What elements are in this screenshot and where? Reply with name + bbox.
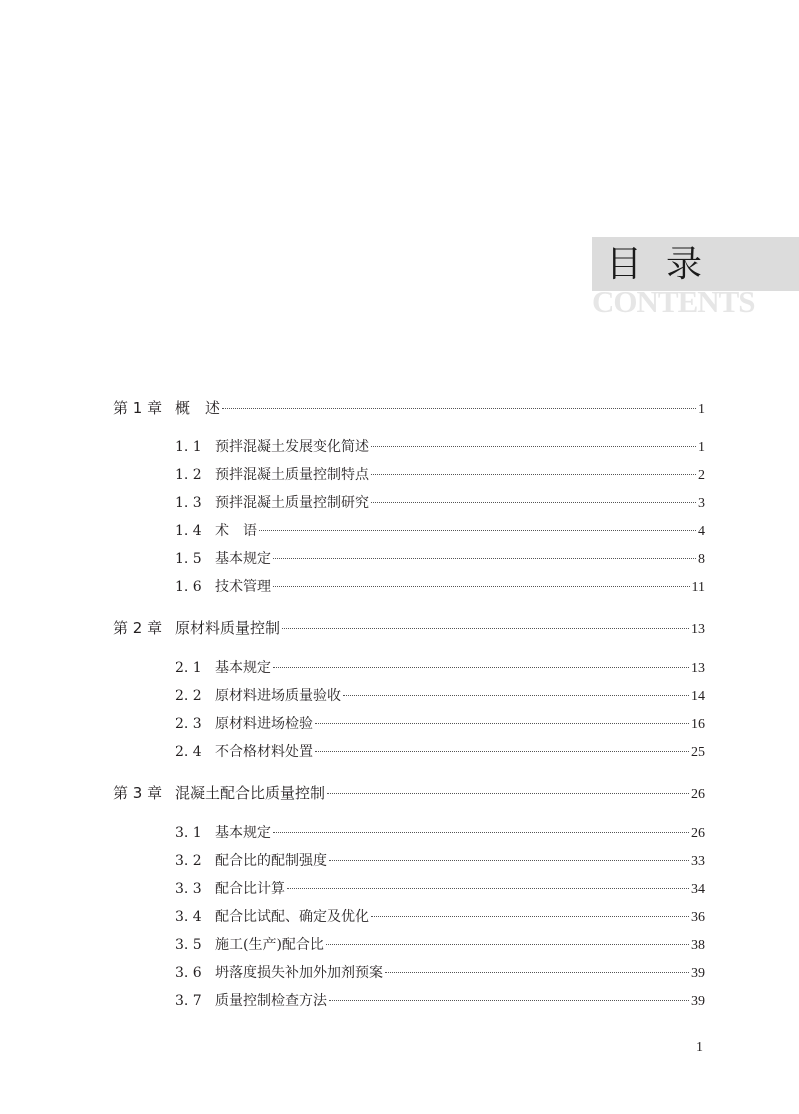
toc-entry-title: 坍落度损失补加外加剂预案 bbox=[215, 965, 383, 981]
toc-section-entry[interactable] bbox=[175, 463, 705, 487]
dot-leader bbox=[326, 943, 689, 945]
toc-entry-page: 4 bbox=[698, 524, 705, 539]
toc-section-entry[interactable] bbox=[175, 905, 705, 929]
toc-section-entry[interactable] bbox=[175, 849, 705, 873]
toc-entry-number: 1. 2 bbox=[175, 467, 202, 483]
dot-leader bbox=[329, 859, 689, 861]
toc-entry-number: 2. 1 bbox=[175, 660, 202, 676]
toc-entry-number: 2. 3 bbox=[175, 716, 202, 732]
toc-entry-page: 13 bbox=[691, 622, 705, 637]
page-subtitle: CONTENTS bbox=[592, 284, 755, 319]
toc-entry-page: 26 bbox=[691, 787, 705, 802]
toc-entry-number: 3. 6 bbox=[175, 965, 202, 981]
dot-leader bbox=[343, 694, 689, 696]
toc-entry-title: 概 述 bbox=[175, 399, 221, 417]
toc-entry-number: 3. 4 bbox=[175, 909, 202, 925]
toc-entry-number: 3. 3 bbox=[175, 881, 202, 897]
toc-entry-page: 34 bbox=[691, 882, 705, 897]
toc-section-entry[interactable] bbox=[175, 821, 705, 845]
page-title: 目录 bbox=[606, 244, 727, 285]
toc-entry-page: 1 bbox=[698, 402, 705, 417]
toc-entry-page: 13 bbox=[691, 661, 705, 676]
toc-entry-title: 技术管理 bbox=[215, 579, 271, 595]
toc-section-entry[interactable] bbox=[175, 877, 705, 901]
page-number: 1 bbox=[696, 1040, 703, 1055]
toc-chapter-entry[interactable] bbox=[113, 396, 705, 420]
toc-entry-title: 原材料进场质量验收 bbox=[215, 688, 341, 704]
toc-section-entry[interactable] bbox=[175, 961, 705, 985]
dot-leader bbox=[329, 999, 689, 1001]
toc-entry-title: 预拌混凝土质量控制研究 bbox=[215, 495, 369, 511]
toc-entry-title: 术 语 bbox=[215, 523, 257, 539]
toc-entry-title: 质量控制检查方法 bbox=[215, 993, 327, 1009]
toc-entry-page: 26 bbox=[691, 826, 705, 841]
toc-entry-number: 第 3 章 bbox=[113, 784, 163, 802]
toc-entry-page: 11 bbox=[691, 580, 705, 595]
toc-entry-page: 36 bbox=[691, 910, 705, 925]
toc-entry-title: 预拌混凝土发展变化简述 bbox=[215, 439, 369, 455]
toc-entry-number: 2. 4 bbox=[175, 744, 202, 760]
toc-entry-title: 配合比的配制强度 bbox=[215, 853, 327, 869]
toc-section-entry[interactable] bbox=[175, 435, 705, 459]
toc-section-entry[interactable] bbox=[175, 989, 705, 1013]
toc-chapter-entry[interactable] bbox=[113, 781, 705, 805]
dot-leader bbox=[371, 445, 696, 447]
toc-entry-title: 基本规定 bbox=[215, 660, 271, 676]
toc-entry-page: 14 bbox=[691, 689, 705, 704]
toc-entry-number: 3. 2 bbox=[175, 853, 202, 869]
toc-entry-title: 配合比试配、确定及优化 bbox=[215, 909, 369, 925]
dot-leader bbox=[222, 407, 696, 409]
dot-leader bbox=[282, 627, 689, 629]
toc-entry-page: 1 bbox=[698, 440, 705, 455]
dot-leader bbox=[371, 501, 696, 503]
toc-entry-title: 原材料质量控制 bbox=[175, 619, 281, 637]
toc-entry-number: 3. 1 bbox=[175, 825, 202, 841]
toc-entry-number: 1. 1 bbox=[175, 439, 202, 455]
toc-entry-page: 16 bbox=[691, 717, 705, 732]
toc-entry-title: 预拌混凝土质量控制特点 bbox=[215, 467, 369, 483]
toc-entry-page: 33 bbox=[691, 854, 705, 869]
toc-entry-title: 配合比计算 bbox=[215, 881, 285, 897]
toc-entry-title: 基本规定 bbox=[215, 551, 271, 567]
toc-entry-page: 2 bbox=[698, 468, 705, 483]
toc-section-entry[interactable] bbox=[175, 684, 705, 708]
toc-entry-number: 1. 3 bbox=[175, 495, 202, 511]
toc-entry-page: 25 bbox=[691, 745, 705, 760]
toc-section-entry[interactable] bbox=[175, 656, 705, 680]
toc-entry-number: 1. 6 bbox=[175, 579, 202, 595]
toc-entry-number: 3. 7 bbox=[175, 993, 202, 1009]
dot-leader bbox=[259, 529, 696, 531]
dot-leader bbox=[371, 915, 689, 917]
dot-leader bbox=[273, 666, 689, 668]
toc-section-entry[interactable] bbox=[175, 575, 705, 599]
toc-entry-number: 1. 5 bbox=[175, 551, 202, 567]
toc-entry-number: 第 1 章 bbox=[113, 399, 163, 417]
dot-leader bbox=[287, 887, 689, 889]
dot-leader bbox=[371, 473, 696, 475]
toc-section-entry[interactable] bbox=[175, 491, 705, 515]
toc-entry-title: 混凝土配合比质量控制 bbox=[175, 784, 326, 802]
toc-section-entry[interactable] bbox=[175, 547, 705, 571]
dot-leader bbox=[327, 792, 689, 794]
toc-entry-page: 38 bbox=[691, 938, 705, 953]
toc-entry-page: 3 bbox=[698, 496, 705, 511]
toc-entry-title: 不合格材料处置 bbox=[215, 744, 313, 760]
dot-leader bbox=[273, 831, 689, 833]
toc-section-entry[interactable] bbox=[175, 933, 705, 957]
toc-entry-title: 原材料进场检验 bbox=[215, 716, 313, 732]
dot-leader bbox=[273, 585, 690, 587]
toc-entry-page: 39 bbox=[691, 994, 705, 1009]
dot-leader bbox=[315, 722, 689, 724]
toc-chapter-entry[interactable] bbox=[113, 616, 705, 640]
dot-leader bbox=[315, 750, 689, 752]
dot-leader bbox=[273, 557, 696, 559]
toc-entry-number: 1. 4 bbox=[175, 523, 202, 539]
toc-entry-title: 基本规定 bbox=[215, 825, 271, 841]
toc-section-entry[interactable] bbox=[175, 712, 705, 736]
toc-entry-number: 2. 2 bbox=[175, 688, 202, 704]
toc-section-entry[interactable] bbox=[175, 740, 705, 764]
toc-entry-number: 3. 5 bbox=[175, 937, 202, 953]
toc-entry-page: 8 bbox=[698, 552, 705, 567]
toc-entry-title: 施工(生产)配合比 bbox=[215, 937, 324, 953]
toc-section-entry[interactable] bbox=[175, 519, 705, 543]
toc-entry-number: 第 2 章 bbox=[113, 619, 163, 637]
toc-entry-page: 39 bbox=[691, 966, 705, 981]
dot-leader bbox=[385, 971, 689, 973]
